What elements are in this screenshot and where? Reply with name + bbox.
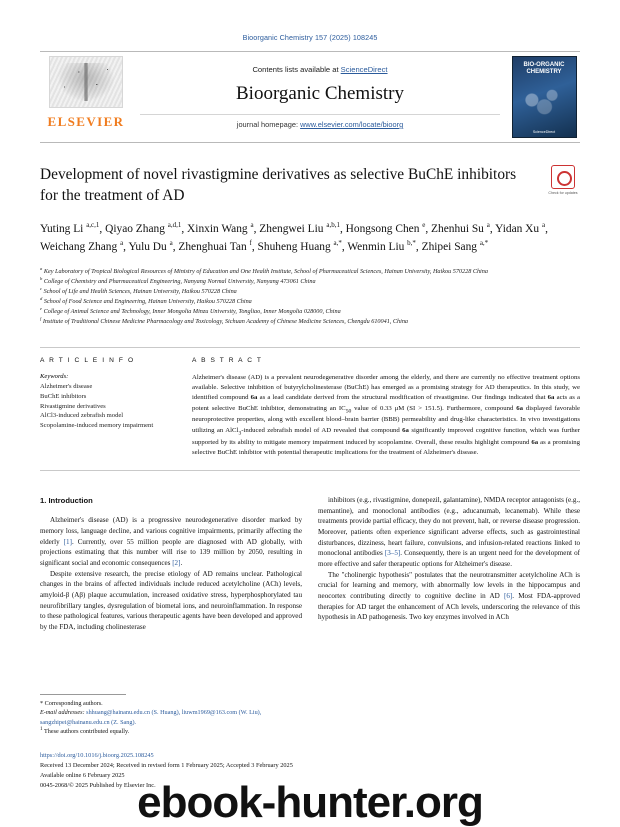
crossmark-icon (551, 165, 575, 189)
abstract-text: Alzheimer's disease (AD) is a prevalent neurodegenerative disorder among the elderly, and there are currently no effective treatment options available. Selective inhibition of butyrylcholinesterase (BuChE) has emerged as a promising strategy for AD therapeutics. In this study, we identified compound 6a as a lead candidate derived from the structural modification of rivastigmine. Our findings indicated that 6a acts as a potent selective BuChE inhibitor, demonstrating an $IC_{50}$ value of 0.33 μM (SI > 151.5). Furthermore, compound 6a displayed favorable neuroprotective properties, along with excellent blood–brain barrier (BBB) permeability and drug-like characteristics. In vivo investigations utilizing an AlCl$_3$-induced zebrafish model of AD revealed that compound 6a significantly improved cognitive function, which was further supported by its ability to mitigate memory impairment induced by scopolamine. Overall, these results highlight compound 6a as a promising selective BuChE inhibitor with potential therapeutic implications for the treatment of Alzheimer's disease. (192, 373, 581, 456)
cover-title: BIO-ORGANIC CHEMISTRY (523, 62, 565, 75)
body-column-right (318, 495, 580, 632)
article-info-column (40, 357, 192, 458)
keyword-item: Alzheimer's disease (40, 382, 93, 390)
paragraph: inhibitors (e.g., rivastigmine, donepezil, galantamine), NMDA receptor antagonists (e.g., memantine), and monoclonal antibodies (e.g., aducanumab, lecanemab). While these treatments provide partial efficacy, they do not prevent, halt, or reverse disease progression. Moreover, patients often experience significant adverse effects, such as gastrointestinal disturbances, dizziness, heart failure, convulsions, and infusion-related reactions linked to monoclonal antibodies [3–5]. Consequently, there is an urgent need for the development of more effective and safer therapeutic options for Alzheimer's disease. (318, 496, 580, 568)
keywords-heading: Keywords: (40, 372, 69, 380)
email-addresses[interactable]: shhuang@hainanu.edu.cn (S. Huang), liuwm1969@163.com (W. Liu), sangzhipei@hainanu.edu.cn (Z. Sang). (40, 709, 262, 726)
elsevier-tree-icon (49, 56, 123, 108)
affiliation-list (40, 267, 580, 327)
author-list: Yuting Li $^{a,c,1}$, Qiyao Zhang $^{a,d,1}$, Xinxin Wang $^a$, Zhengwei Liu $^{a,b,1}$, Hongsong Chen $^e$, Zhenhui Su $^a$, Yidan Xu $^a$, Weichang Zhang $^a$, Yulu Du $^a$, Zhenghuai Tan $^f$, Shuheng Huang $^{a,*}$, Wenmin Liu $^{b,*}$, Zhipei Sang $^{a,*}$ (40, 220, 548, 254)
journal-masthead (40, 51, 580, 143)
affiliation-item: $^b$ College of Chemistry and Pharmaceutical Engineering, Nanyang Normal University, Nanyang 473061 China (40, 275, 316, 285)
crossmark-label: Check for updates (548, 191, 578, 195)
abstract-column (192, 357, 580, 458)
article-info-heading: A R T I C L E I N F O (40, 356, 135, 364)
masthead-center (132, 52, 508, 142)
paragraph: Despite extensive research, the precise etiology of AD remains unclear. Pathological changes in the brains of affected individuals include reduced acetylcholine (ACh) levels, amyloid-β (Aβ) plaque accumulation, increased oxidative stress, hyperphosphorylated tau neurofibrillary tangles, dysregulation of biometal ions, and neuroinflammation. In response to these pathological features, various therapeutic agents have been developed and approved by the FDA, including cholinesterase (40, 569, 302, 631)
affiliation-item: $^a$ Key Laboratory of Tropical Biological Resources of Ministry of Education and One Health Institute, School of Pharmaceutical Sciences, Hainan University, Haikou 570228 China (40, 265, 488, 275)
contents-line (252, 65, 387, 74)
keyword-item: BuChE inhibitors (40, 392, 87, 400)
journal-cover-block (508, 52, 580, 142)
corresponding-author-note: * Corresponding authors. (40, 699, 103, 707)
copyright-line: 0045-2068/© 2025 Published by Elsevier Inc. (40, 781, 156, 789)
doi-link[interactable]: https://doi.org/10.1016/j.bioorg.2025.108245 (40, 751, 154, 759)
equal-contribution-note: $^1$ These authors contributed equally. (40, 726, 130, 736)
watermark-text: ebook-hunter.org (137, 778, 483, 827)
journal-reference: Bioorganic Chemistry 157 (2025) 108245 (242, 33, 378, 42)
keyword-item: Scopolamine-induced memory impairment (40, 422, 154, 430)
page-title: Development of novel rivastigmine derivatives as selective BuChE inhibitors for the treatment of AD (40, 166, 517, 204)
paragraph: Alzheimer's disease (AD) is a progressive neurodegenerative disorder marked by memory loss, language decline, and various cognitive impairments, primarily affecting the elderly [1]. Currently, over 55 million people are diagnosed with AD globally, with projections estimating that this number will rise to 139 million by 2050, resulting in significant social and economic consequences [2]. (40, 516, 303, 568)
affiliation-item: $^e$ College of Animal Science and Technology, Inner Mongolia Minzu University, Tongliao, Inner Mongolia 028000, China (40, 305, 341, 315)
received-dates: Received 13 December 2024; Received in revised form 1 February 2025; Accepted 3 February 2025 (40, 761, 293, 769)
body-columns (40, 495, 580, 632)
footnotes (40, 694, 306, 737)
cover-footer: ScienceDirect (532, 130, 556, 134)
crossmark-badge[interactable] (546, 165, 580, 195)
homepage-line (140, 114, 500, 129)
email-note (40, 708, 306, 727)
sciencedirect-link[interactable]: ScienceDirect (340, 65, 388, 74)
article-content (40, 165, 580, 633)
email-label: E-mail addresses: (40, 709, 87, 717)
keyword-item: AlCl3-induced zebrafish model (40, 412, 124, 420)
contents-prefix: Contents lists available at (252, 65, 341, 74)
section-heading: 1. Introduction (40, 496, 93, 506)
body-column-left (40, 495, 302, 632)
paragraph: The "cholinergic hypothesis" postulates that the neurotransmitter acetylcholine ACh is crucial for learning and memory, with abnormally low levels in the hippocampus and neocortex contributing directly to cognitive decline in AD [6]. Most FDA-approved therapies for AD target the enhancement of ACh levels, underscoring the relevance of this hypothesis in AD pathogenesis. Two key enzymes involved in ACh (318, 570, 581, 622)
article-info-abstract-box (40, 347, 580, 471)
publisher-logo-block (40, 52, 132, 142)
affiliation-item: $^d$ School of Food Science and Engineering, Hainan University, Haikou 570228 China (40, 295, 252, 305)
footnote-rule (40, 694, 126, 695)
publisher-name: ELSEVIER (47, 114, 125, 129)
available-online: Available online 6 February 2025 (40, 771, 125, 779)
abstract-heading: A B S T R A C T (192, 356, 263, 364)
affiliation-item: $^f$ Institute of Traditional Chinese Medicine Pharmacology and Toxicology, Sichuan Academy of Chinese Medicine Sciences, Chengdu 610041, China (40, 315, 409, 325)
homepage-prefix: journal homepage: (236, 120, 301, 129)
journal-homepage-link[interactable]: www.elsevier.com/locate/bioorg (300, 120, 404, 129)
journal-cover-image (512, 56, 577, 138)
affiliation-item: $^c$ School of Life and Health Sciences, Hainan University, Haikou 570228 China (40, 285, 237, 295)
title-row (40, 165, 580, 207)
keyword-item: Rivastigmine derivatives (40, 402, 106, 410)
journal-title: Bioorganic Chemistry (236, 83, 404, 104)
